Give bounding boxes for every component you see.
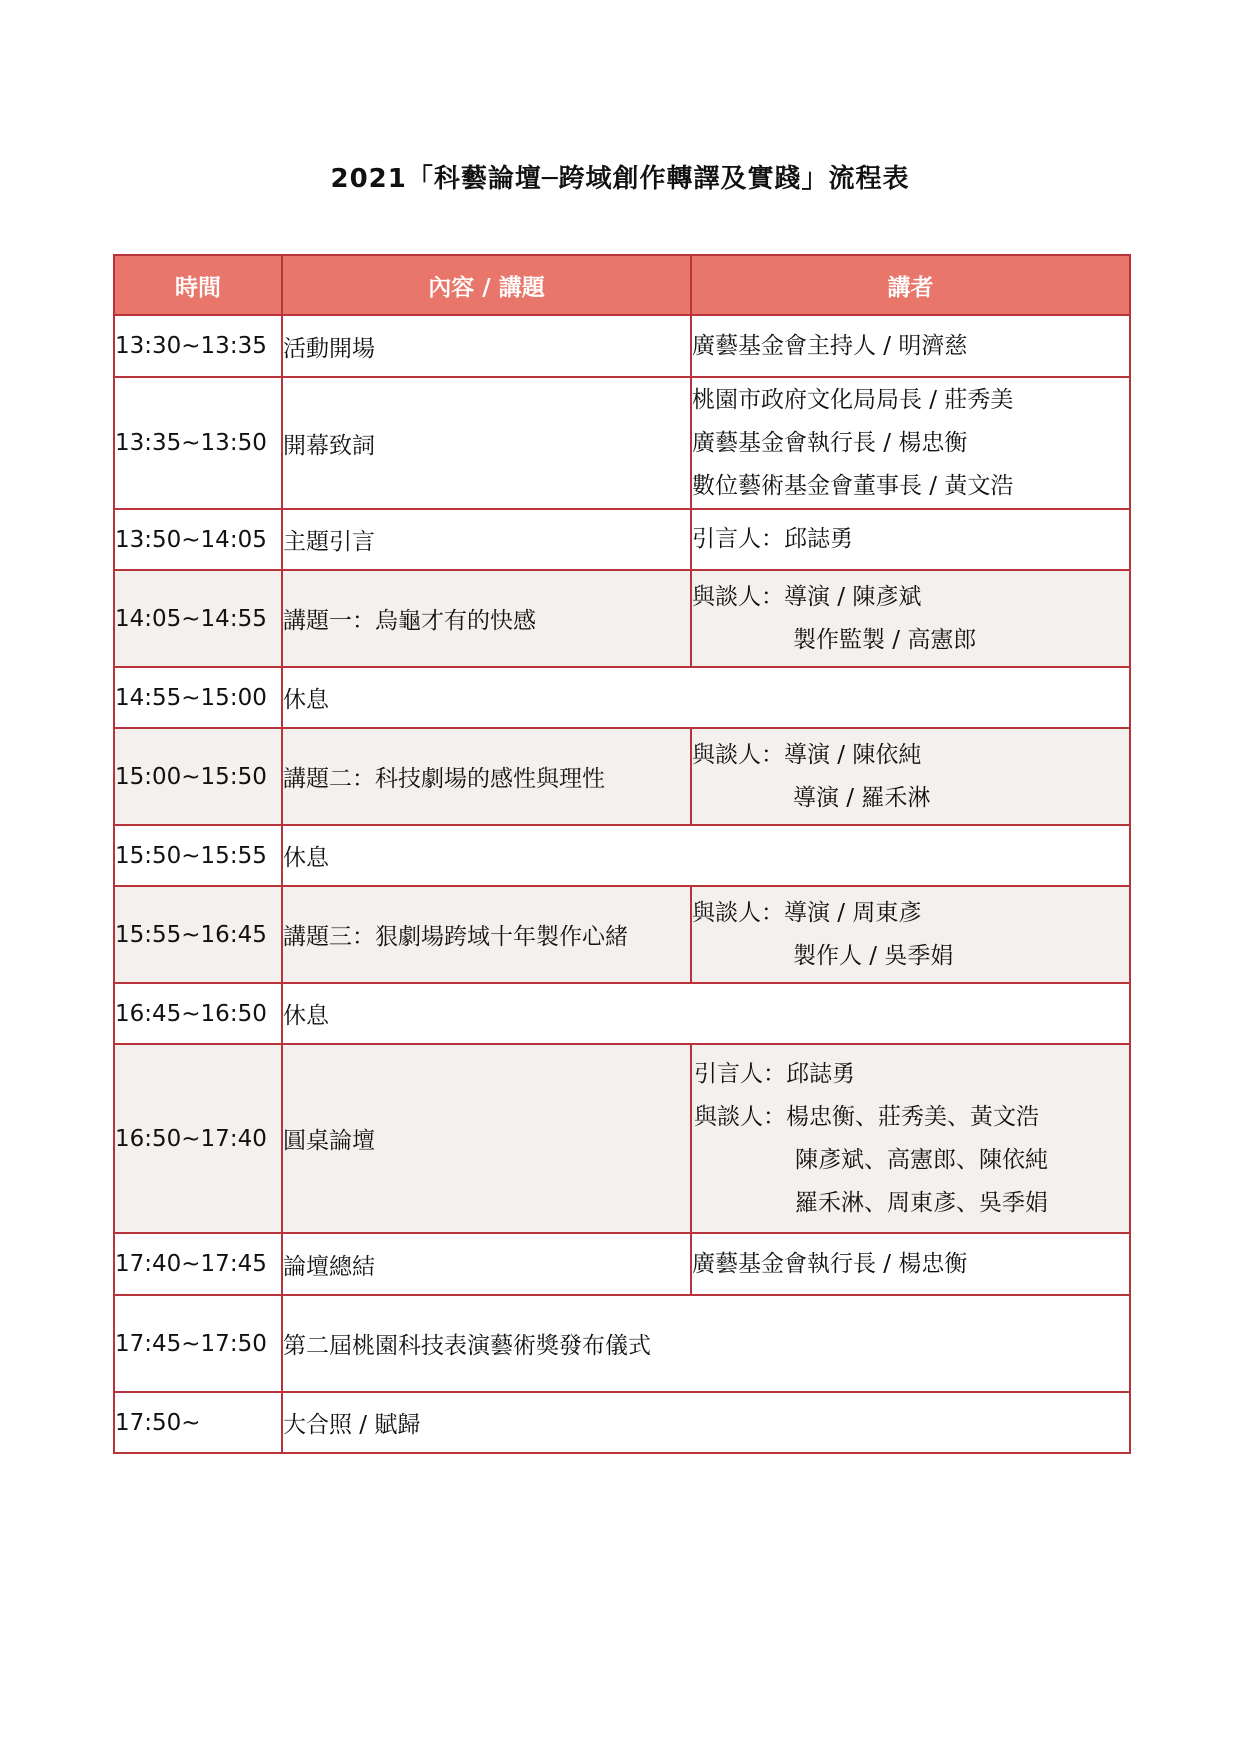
time-cell: 13:35~13:50 [114,377,282,509]
table-row [114,886,1130,983]
table-row [114,983,1130,1044]
time-cell: 13:50~14:05 [114,509,282,570]
table-row [114,667,1130,728]
header-row [114,255,1130,315]
speaker-cell [691,509,1130,570]
speaker-cell [691,728,1130,825]
content-cell: 圓桌論壇 [282,1044,691,1233]
content-cell: 活動開場 [282,315,691,377]
speaker-cell [691,1044,1130,1233]
table-row [114,509,1130,570]
speaker-line: 引言人：邱誌勇 [694,1060,855,1087]
content-cell: 開幕致詞 [282,377,691,509]
speaker-line: 廣藝基金會執行長 / 楊忠衡 [692,1250,968,1277]
table-row [114,1392,1130,1453]
table-row [114,1295,1130,1392]
speaker-cell [691,315,1130,377]
time-cell: 15:00~15:50 [114,728,282,825]
speaker-cell [691,886,1130,983]
time-cell: 13:30~13:35 [114,315,282,377]
speaker-cell [691,570,1130,667]
content-cell: 休息 [282,983,1130,1044]
time-cell: 14:05~14:55 [114,570,282,667]
table-row [114,728,1130,825]
table-row [114,377,1130,509]
header-content: 內容 / 講題 [282,255,691,315]
speaker-line: 廣藝基金會主持人 / 明濟慈 [692,332,968,359]
time-cell: 15:55~16:45 [114,886,282,983]
speaker-cell [691,1233,1130,1295]
time-cell: 16:45~16:50 [114,983,282,1044]
table-row [114,825,1130,886]
time-cell: 14:55~15:00 [114,667,282,728]
header-speaker: 講者 [691,255,1130,315]
schedule-table [113,254,1131,1454]
time-cell: 16:50~17:40 [114,1044,282,1233]
speaker-line: 數位藝術基金會董事長 / 黃文浩 [692,472,1014,499]
table-row [114,570,1130,667]
speaker-line: 廣藝基金會執行長 / 楊忠衡 [692,429,968,456]
time-cell: 17:40~17:45 [114,1233,282,1295]
speaker-cell [691,377,1130,509]
speaker-line: 與談人：導演 / 陳依純 [692,741,922,768]
content-cell: 講題二：科技劇場的感性與理性 [282,728,691,825]
speaker-line: 製作監製 / 高憲郎 [793,626,977,653]
speaker-line: 桃園市政府文化局局長 / 莊秀美 [692,386,1014,413]
speaker-line: 與談人：導演 / 周東彥 [692,899,922,926]
content-cell: 第二屆桃園科技表演藝術獎發布儀式 [282,1295,1130,1392]
page-title: 2021「科藝論壇─跨域創作轉譯及實踐」流程表 [330,164,910,194]
speaker-line: 與談人：導演 / 陳彥斌 [692,583,922,610]
speaker-line: 羅禾淋、周東彥、吳季娟 [795,1189,1048,1216]
content-cell: 主題引言 [282,509,691,570]
speaker-line: 引言人：邱誌勇 [692,526,853,552]
table-row [114,1233,1130,1295]
content-cell: 休息 [282,825,1130,886]
content-cell: 論壇總結 [282,1233,691,1295]
content-cell: 大合照 / 賦歸 [282,1392,1130,1453]
content-cell: 講題三：狠劇場跨域十年製作心緒 [282,886,691,983]
time-cell: 17:45~17:50 [114,1295,282,1392]
content-cell: 休息 [282,667,1130,728]
time-cell: 17:50~ [114,1392,282,1453]
table-row [114,315,1130,377]
speaker-line: 製作人 / 吳季娟 [793,942,954,969]
header-time: 時間 [114,255,282,315]
speaker-line: 導演 / 羅禾淋 [793,784,931,811]
speaker-line: 與談人：楊忠衡、莊秀美、黃文浩 [694,1103,1039,1130]
table-row [114,1044,1130,1233]
speaker-line: 陳彥斌、高憲郎、陳依純 [795,1146,1048,1173]
time-cell: 15:50~15:55 [114,825,282,886]
content-cell: 講題一：烏龜才有的快感 [282,570,691,667]
